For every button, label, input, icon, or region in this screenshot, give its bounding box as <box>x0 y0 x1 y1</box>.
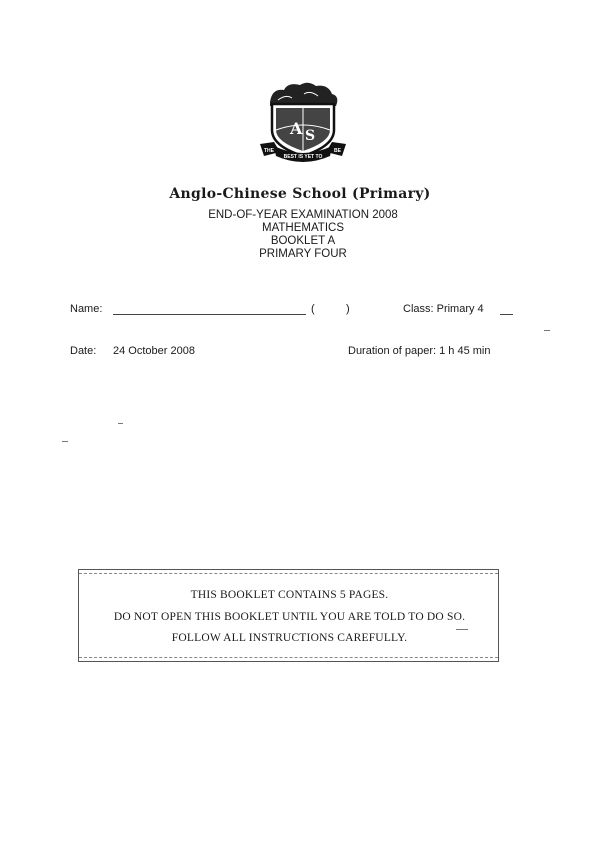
exam-title: END-OF-YEAR EXAMINATION 2008 <box>208 209 398 221</box>
index-paren-close: ) <box>346 303 350 315</box>
instructions-box <box>78 569 499 662</box>
svg-text:A: A <box>290 119 303 138</box>
class-label: Class: Primary 4 <box>403 303 484 315</box>
name-label: Name: <box>70 303 103 315</box>
name-field[interactable] <box>113 314 306 315</box>
date-label: Date: <box>70 345 97 357</box>
scan-speck <box>456 629 468 630</box>
scan-speck <box>62 441 68 442</box>
notice-follow-instructions: FOLLOW ALL INSTRUCTIONS CAREFULLY. <box>171 632 408 644</box>
duration-label: Duration of paper: 1 h 45 min <box>348 345 491 357</box>
scan-speck <box>544 330 550 331</box>
school-name: Anglo-Chinese School (Primary) <box>169 186 431 202</box>
notice-do-not-open: DO NOT OPEN THIS BOOKLET UNTIL YOU ARE TOLD TO DO SO. <box>113 611 466 623</box>
notice-page-count: THIS BOOKLET CONTAINS 5 PAGES. <box>190 589 389 601</box>
school-crest <box>258 80 348 166</box>
crest-motto-left: THE <box>264 148 274 154</box>
svg-text:S: S <box>305 128 316 144</box>
subject-title: MATHEMATICS <box>262 222 344 234</box>
index-paren-open: ( <box>311 303 315 315</box>
scan-speck <box>118 423 123 424</box>
class-field[interactable] <box>500 314 513 315</box>
booklet-title: BOOKLET A <box>270 235 336 247</box>
level-title: PRIMARY FOUR <box>259 248 347 260</box>
date-value: 24 October 2008 <box>113 345 195 357</box>
crest-motto-center: BEST IS YET TO <box>283 154 323 160</box>
crest-motto-right: BE <box>334 148 341 154</box>
